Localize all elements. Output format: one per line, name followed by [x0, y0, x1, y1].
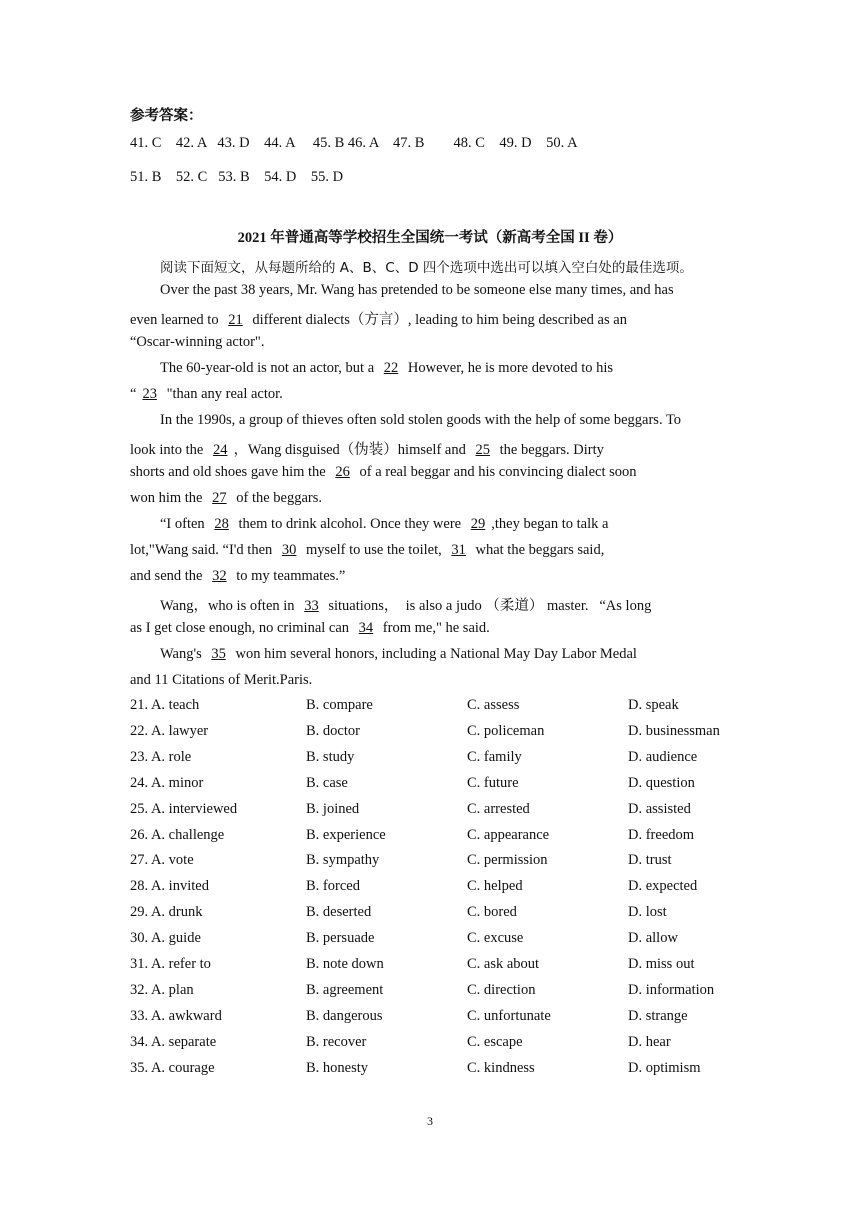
option-item: 33. A. awkward [130, 1007, 222, 1024]
option-item: B. recover [306, 1033, 367, 1050]
option-item: C. appearance [467, 826, 550, 843]
option-item: C. ask about [467, 956, 540, 972]
answer-line-2: 51. B 52. C 53. B 54. D 55. D [130, 169, 344, 185]
passage-line: Wang's 35 won him several honors, including a National May Day Labor Medal [160, 646, 637, 662]
option-item: C. permission [467, 852, 548, 869]
blank-31: 31 [451, 542, 466, 558]
blank-35: 35 [211, 646, 226, 662]
option-item: D. expected [628, 878, 698, 895]
option-item: D. optimism [628, 1059, 701, 1076]
option-item: 23. A. role [130, 748, 192, 765]
option-item: 31. A. refer to [130, 956, 211, 972]
option-item: D. information [628, 981, 715, 998]
option-item: B. deserted [306, 904, 372, 921]
option-item: B. dangerous [306, 1007, 383, 1024]
passage-line: and 11 Citations of Merit.Paris. [130, 672, 313, 688]
option-item: 35. A. courage [130, 1059, 215, 1076]
blank-33: 33 [304, 598, 319, 614]
option-item: 21. A. teach [130, 697, 200, 713]
blank-23: 23 [142, 386, 157, 402]
option-item: B. compare [306, 697, 373, 713]
option-item: B. doctor [306, 722, 360, 739]
option-item: C. excuse [467, 930, 524, 947]
option-item: B. experience [306, 826, 386, 843]
option-item: 22. A. lawyer [130, 722, 209, 739]
blank-21: 21 [228, 312, 243, 328]
option-item: 32. A. plan [130, 981, 194, 998]
option-item: B. agreement [306, 981, 384, 998]
passage-line: look into the 24 ，Wang disguised（伪装）himself and 25 the beggars. Dirty [130, 442, 604, 458]
option-item: D. allow [628, 930, 678, 947]
option-item: C. bored [467, 904, 517, 921]
passage-line: lot,"Wang said. “I'd then 30 myself to use the toilet, 31 what the beggars said, [130, 542, 605, 558]
option-item: D. strange [628, 1007, 688, 1024]
blank-27: 27 [212, 490, 227, 506]
blank-22: 22 [383, 360, 399, 376]
option-item: D. lost [628, 904, 667, 921]
blank-24: 24 [212, 442, 228, 458]
passage-line: as I get close enough, no criminal can 34 from me," he said. [130, 620, 490, 636]
passage-line: won him the 27 of the beggars. [130, 490, 323, 506]
option-item: C. future [467, 774, 519, 791]
passage-line: “ 23 "than any real actor. [130, 386, 283, 402]
option-item: C. assess [467, 697, 520, 713]
option-item: B. honesty [306, 1059, 369, 1076]
option-item: B. note down [306, 956, 384, 972]
passage-line: “I often 28 them to drink alcohol. Once they were 29 ,they began to talk a [160, 516, 609, 532]
option-item: B. joined [306, 800, 360, 817]
option-item: C. policeman [467, 722, 545, 739]
page-number: 3 [427, 1114, 433, 1128]
option-item: C. escape [467, 1033, 523, 1050]
option-item: B. forced [306, 878, 360, 895]
option-item: 26. A. challenge [130, 826, 225, 843]
passage-line: The 60-year-old is not an actor, but a 22 However, he is more devoted to his [160, 360, 614, 376]
option-item: 28. A. invited [130, 878, 209, 895]
passage-line: even learned to 21 different dialects（方言）, leading to him being described as an [130, 312, 627, 328]
option-item: D. hear [628, 1033, 671, 1050]
option-item: 34. A. separate [130, 1033, 217, 1050]
option-item: 30. A. guide [130, 930, 201, 947]
blank-32: 32 [212, 568, 227, 584]
option-item: 24. A. minor [130, 774, 204, 791]
option-item: C. unfortunate [467, 1007, 551, 1024]
option-item: D. miss out [628, 956, 695, 972]
passage-line: Wang，who is often in 33 situations， is also a judo （柔道） master. “As long [160, 598, 652, 614]
passage-line: In the 1990s, a group of thieves often sold stolen goods with the help of some beggars. To [160, 412, 682, 428]
passage-line: Over the past 38 years, Mr. Wang has pretended to be someone else many times, and has [160, 282, 674, 298]
option-item: C. arrested [467, 800, 530, 817]
option-item: B. case [306, 774, 348, 791]
option-item: B. sympathy [306, 852, 380, 869]
option-item: 27. A. vote [130, 852, 194, 869]
option-item: B. study [306, 748, 355, 765]
option-item: D. businessman [628, 722, 720, 739]
answer-heading: 参考答案： [130, 108, 203, 124]
instruction: 阅读下面短文，从每题所给的 A、B、C、D 四个选项中选出可以填入空白处的最佳选项。 [160, 260, 693, 276]
blank-25: 25 [475, 442, 490, 458]
option-item: 25. A. interviewed [130, 800, 238, 817]
option-item: C. helped [467, 878, 523, 895]
option-item: D. question [628, 774, 695, 791]
option-item: D. assisted [628, 800, 691, 817]
blank-34: 34 [358, 620, 374, 636]
option-item: D. freedom [628, 826, 695, 843]
option-item: C. kindness [467, 1059, 535, 1076]
exam-title: 2021 年普通高等学校招生全国统一考试（新高考全国 II 卷） [237, 230, 623, 246]
blank-28: 28 [214, 516, 229, 532]
option-item: D. trust [628, 852, 672, 869]
passage-line: shorts and old shoes gave him the 26 of a real beggar and his convincing dialect soon [130, 464, 637, 480]
option-item: B. persuade [306, 930, 375, 947]
answer-line-1: 41. C 42. A 43. D 44. A 45. B 46. A 47. B 48. C 49. D 50. A [130, 135, 578, 151]
passage-line: and send the 32 to my teammates.” [130, 568, 346, 584]
option-item: C. direction [467, 981, 536, 998]
passage-line: “Oscar-winning actor". [130, 334, 265, 350]
option-item: C. family [467, 748, 522, 765]
option-item: 29. A. drunk [130, 904, 203, 921]
blank-29: 29 [470, 516, 486, 532]
option-item: D. audience [628, 748, 698, 765]
blank-30: 30 [281, 542, 297, 558]
blank-26: 26 [335, 464, 350, 480]
option-item: D. speak [628, 697, 679, 713]
